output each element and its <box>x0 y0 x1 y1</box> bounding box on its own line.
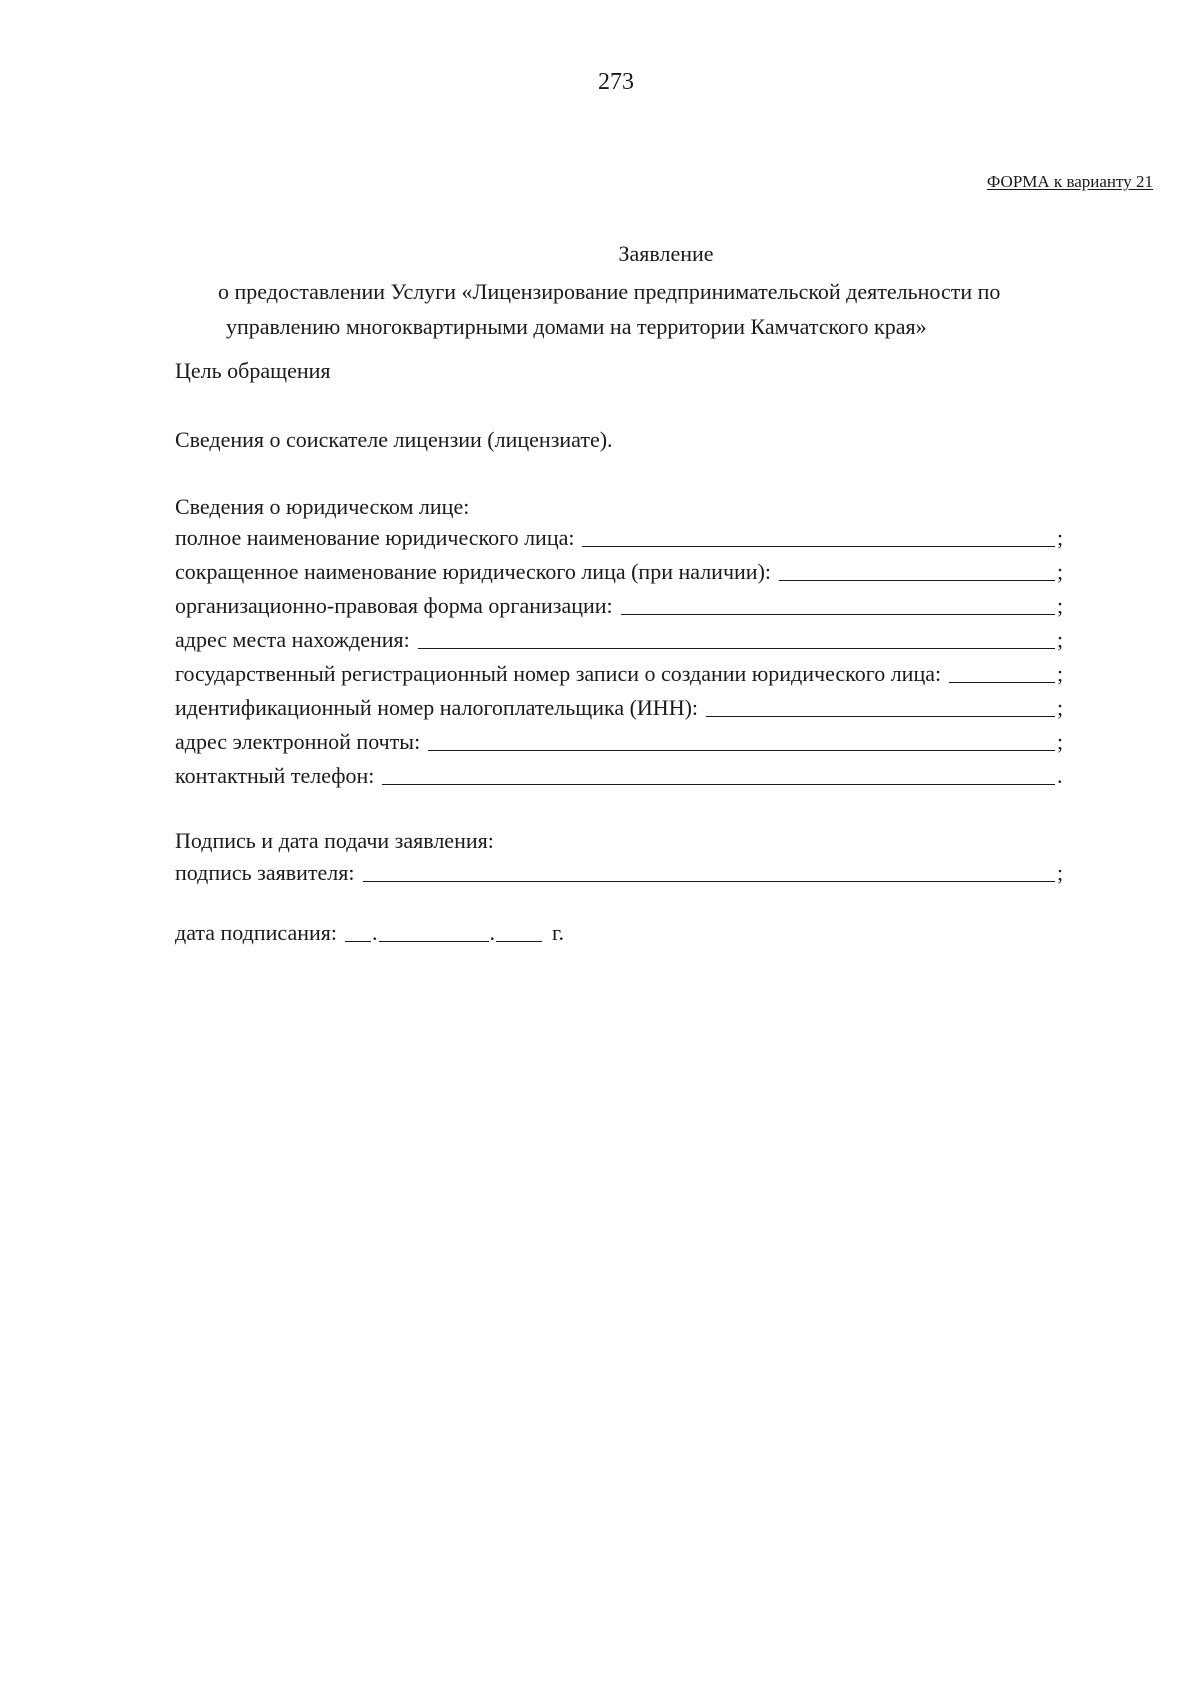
field-label: подпись заявителя: <box>175 860 355 885</box>
month-blank[interactable] <box>379 941 489 942</box>
field-terminator: . <box>1057 763 1063 788</box>
fill-in-line[interactable] <box>621 614 1055 615</box>
form-reference: ФОРМА к варианту 21 <box>986 172 1153 191</box>
field-label: организационно-правовая форма организации: <box>175 593 613 618</box>
fill-in-line[interactable] <box>382 784 1055 785</box>
field-terminator: ; <box>1057 860 1064 885</box>
page-number: 273 <box>598 69 634 95</box>
field-label: контактный телефон: <box>175 763 375 788</box>
field-label: сокращенное наименование юридического лица (при наличии): <box>175 559 772 584</box>
field-phone <box>175 759 1067 789</box>
field-legal-form <box>175 589 1067 619</box>
signature-heading: Подпись и дата подачи заявления: <box>175 828 494 853</box>
field-email <box>175 725 1067 755</box>
field-inn <box>175 691 1067 721</box>
document-subtitle-line-1: о предоставлении Услуги «Лицензирование предпринимательской деятельности по <box>218 279 1001 304</box>
field-full-name <box>175 521 1067 551</box>
field-terminator: ; <box>1057 559 1064 584</box>
field-label: дата подписания: <box>175 920 337 945</box>
field-terminator: ; <box>1057 661 1064 686</box>
fill-in-line[interactable] <box>428 750 1055 751</box>
legal-entity-heading: Сведения о юридическом лице: <box>175 494 470 519</box>
field-date <box>175 916 564 946</box>
field-address <box>175 623 1067 653</box>
field-label: адрес электронной почты: <box>175 729 421 754</box>
field-label: адрес места нахождения: <box>175 627 410 652</box>
applicant-heading: Сведения о соискателе лицензии (лицензиате). <box>175 427 613 452</box>
day-blank[interactable] <box>345 941 371 942</box>
field-terminator: ; <box>1057 593 1064 618</box>
field-short-name <box>175 555 1067 585</box>
field-label: идентификационный номер налогоплательщика (ИНН): <box>175 695 699 720</box>
purpose-heading: Цель обращения <box>175 358 331 383</box>
fill-in-line[interactable] <box>418 648 1055 649</box>
date-separator: . <box>372 920 378 945</box>
document-subtitle-line-2: управлению многоквартирными домами на территории Камчатского края» <box>226 314 927 339</box>
fill-in-line[interactable] <box>582 546 1055 547</box>
fill-in-line[interactable] <box>779 580 1055 581</box>
year-suffix: г. <box>552 920 565 945</box>
field-terminator: ; <box>1057 525 1064 550</box>
field-label: государственный регистрационный номер записи о создании юридического лица: <box>175 661 942 686</box>
fill-in-line[interactable] <box>949 682 1055 683</box>
fill-in-line[interactable] <box>363 881 1055 882</box>
field-terminator: ; <box>1057 695 1064 720</box>
field-terminator: ; <box>1057 729 1064 754</box>
fill-in-line[interactable] <box>706 716 1055 717</box>
date-separator: . <box>489 920 495 945</box>
document-title: Заявление <box>618 241 714 266</box>
year-blank[interactable] <box>496 941 542 942</box>
field-signature <box>175 856 1067 886</box>
field-label: полное наименование юридического лица: <box>175 525 575 550</box>
field-registration-number <box>175 657 1067 687</box>
field-terminator: ; <box>1057 627 1064 652</box>
